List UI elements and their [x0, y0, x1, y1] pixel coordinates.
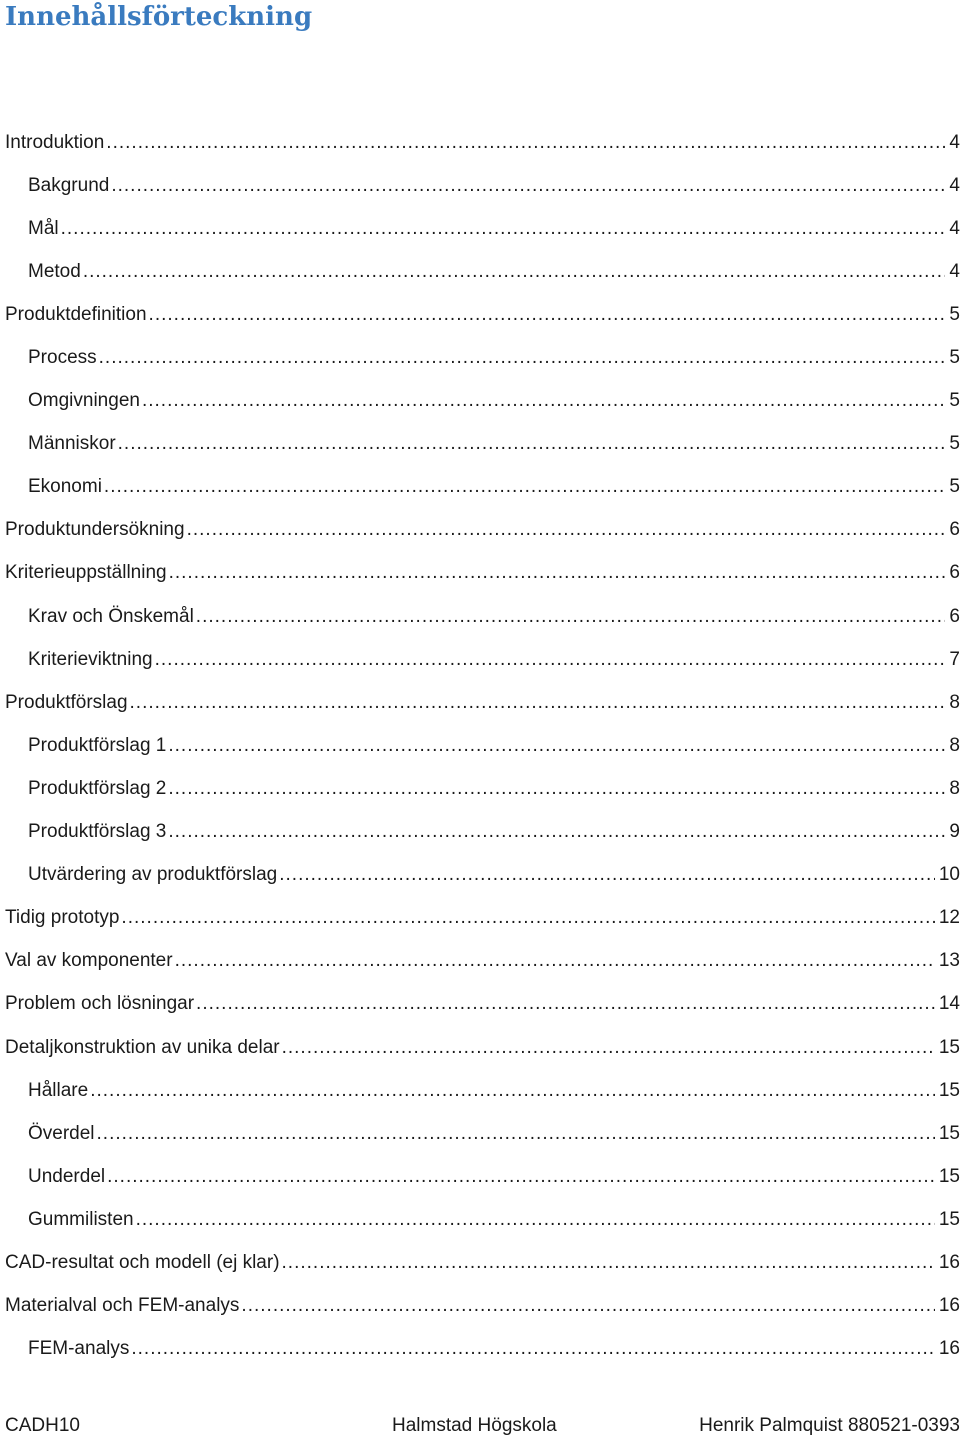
toc-entry[interactable]	[0, 1069, 960, 1112]
toc-dot-leader	[187, 519, 946, 541]
toc-entry[interactable]	[0, 897, 960, 940]
toc-dot-leader	[149, 304, 946, 326]
page-footer	[0, 1413, 960, 1443]
toc-dot-leader	[169, 562, 946, 584]
toc-entry-page-number: 12	[938, 907, 960, 929]
toc-entry-page-number: 8	[949, 777, 960, 799]
toc-entry-label: Produktförslag 3	[28, 821, 167, 843]
toc-entry-page-number: 7	[949, 648, 960, 670]
toc-dot-leader	[196, 606, 946, 628]
toc-entry-label: CAD-resultat och modell (ej klar)	[5, 1251, 280, 1273]
toc-entry-label: Utvärdering av produktförslag	[28, 864, 278, 886]
toc-heading: Innehållsförteckning	[5, 2, 313, 32]
footer-school: Halmstad Högskola	[392, 1415, 557, 1436]
toc-entry[interactable]	[0, 509, 960, 552]
toc-entry-label: FEM-analys	[28, 1338, 130, 1360]
toc-dot-leader	[196, 993, 935, 1015]
toc-dot-leader	[90, 1080, 935, 1102]
toc-entry[interactable]	[0, 681, 960, 724]
toc-dot-leader	[168, 778, 945, 800]
toc-dot-leader	[107, 1166, 935, 1188]
footer-author: Henrik Palmquist 880521-0393	[699, 1415, 960, 1436]
toc-entry-label: Produktförslag	[5, 691, 128, 713]
toc-entry[interactable]	[0, 336, 960, 379]
toc-dot-leader	[282, 1037, 935, 1059]
toc-entry[interactable]	[0, 552, 960, 595]
toc-entry-page-number: 5	[949, 433, 960, 455]
toc-entry-page-number: 15	[938, 1208, 960, 1230]
toc-dot-leader	[111, 175, 945, 197]
toc-entry-label: Produktförslag 1	[28, 734, 167, 756]
toc-entry-page-number: 4	[949, 260, 960, 282]
toc-entry-page-number: 8	[949, 691, 960, 713]
toc-entry-page-number: 14	[938, 993, 960, 1015]
toc-entry[interactable]	[0, 164, 960, 207]
toc-entry[interactable]	[0, 1026, 960, 1069]
toc-entry-page-number: 10	[938, 864, 960, 886]
toc-entry[interactable]	[0, 380, 960, 423]
toc-entry-label: Kriterieviktning	[28, 648, 153, 670]
toc-entry[interactable]	[0, 250, 960, 293]
toc-entry[interactable]	[0, 638, 960, 681]
toc-entry-label: Krav och Önskemål	[28, 605, 194, 627]
toc-entry[interactable]	[0, 811, 960, 854]
toc-entry-label: Mål	[28, 217, 59, 239]
toc-entry-label: Materialval och FEM-analys	[5, 1295, 240, 1317]
table-of-contents	[0, 121, 960, 1371]
toc-entry-label: Val av komponenter	[5, 950, 173, 972]
toc-entry[interactable]	[0, 1112, 960, 1155]
toc-entry-label: Ekonomi	[28, 476, 102, 498]
toc-entry-page-number: 4	[949, 174, 960, 196]
toc-entry-label: Överdel	[28, 1122, 95, 1144]
toc-entry-page-number: 5	[949, 303, 960, 325]
toc-entry-page-number: 6	[949, 519, 960, 541]
toc-entry[interactable]	[0, 1241, 960, 1284]
toc-entry-label: Produktförslag 2	[28, 777, 167, 799]
toc-entry-page-number: 5	[949, 347, 960, 369]
toc-dot-leader	[241, 1295, 934, 1317]
toc-dot-leader	[282, 1252, 935, 1274]
toc-entry[interactable]	[0, 854, 960, 897]
toc-entry[interactable]	[0, 1198, 960, 1241]
toc-dot-leader	[118, 433, 946, 455]
toc-entry-label: Människor	[28, 433, 116, 455]
toc-entry-label: Introduktion	[5, 131, 105, 153]
toc-entry[interactable]	[0, 767, 960, 810]
toc-entry-page-number: 6	[949, 605, 960, 627]
toc-entry-page-number: 5	[949, 390, 960, 412]
toc-entry-label: Problem och lösningar	[5, 993, 195, 1015]
toc-entry-label: Tidig prototyp	[5, 907, 120, 929]
toc-entry-label: Hållare	[28, 1079, 89, 1101]
toc-entry-page-number: 9	[949, 821, 960, 843]
toc-entry-page-number: 15	[938, 1165, 960, 1187]
toc-entry-page-number: 15	[938, 1036, 960, 1058]
toc-entry-label: Process	[28, 347, 97, 369]
toc-dot-leader	[104, 476, 946, 498]
toc-entry-label: Kriterieuppställning	[5, 562, 167, 584]
toc-dot-leader	[168, 821, 945, 843]
toc-dot-leader	[131, 1338, 935, 1360]
toc-entry-page-number: 16	[938, 1295, 960, 1317]
toc-entry[interactable]	[0, 293, 960, 336]
toc-entry-page-number: 8	[949, 734, 960, 756]
toc-entry[interactable]	[0, 121, 960, 164]
toc-entry-page-number: 6	[949, 562, 960, 584]
toc-entry-page-number: 13	[938, 950, 960, 972]
toc-dot-leader	[99, 347, 946, 369]
toc-entry[interactable]	[0, 1285, 960, 1328]
toc-entry[interactable]	[0, 207, 960, 250]
toc-dot-leader	[61, 218, 946, 240]
toc-entry[interactable]	[0, 940, 960, 983]
toc-entry-label: Underdel	[28, 1165, 106, 1187]
toc-entry[interactable]	[0, 466, 960, 509]
toc-dot-leader	[155, 649, 946, 671]
toc-dot-leader	[97, 1123, 935, 1145]
toc-entry[interactable]	[0, 724, 960, 767]
toc-entry-page-number: 4	[949, 131, 960, 153]
toc-dot-leader	[106, 132, 945, 154]
toc-entry-page-number: 15	[938, 1122, 960, 1144]
toc-dot-leader	[142, 390, 945, 412]
toc-entry[interactable]	[0, 595, 960, 638]
toc-entry-label: Produktundersökning	[5, 519, 185, 541]
toc-entry-page-number: 15	[938, 1079, 960, 1101]
toc-dot-leader	[279, 864, 935, 886]
toc-entry[interactable]	[0, 983, 960, 1026]
toc-entry-label: Gummilisten	[28, 1208, 134, 1230]
footer-course-code: CADH10	[5, 1415, 80, 1436]
toc-dot-leader	[83, 261, 946, 283]
toc-entry-page-number: 16	[938, 1251, 960, 1273]
toc-entry-label: Metod	[28, 260, 81, 282]
toc-dot-leader	[130, 692, 946, 714]
toc-entry[interactable]	[0, 1155, 960, 1198]
toc-entry-label: Detaljkonstruktion av unika delar	[5, 1036, 280, 1058]
toc-entry-page-number: 4	[949, 217, 960, 239]
toc-dot-leader	[121, 907, 934, 929]
toc-entry-page-number: 16	[938, 1338, 960, 1360]
toc-dot-leader	[136, 1209, 935, 1231]
toc-entry-label: Omgivningen	[28, 390, 140, 412]
toc-dot-leader	[168, 735, 945, 757]
toc-entry-page-number: 5	[949, 476, 960, 498]
toc-entry-label: Produktdefinition	[5, 303, 147, 325]
toc-dot-leader	[175, 950, 935, 972]
toc-entry-label: Bakgrund	[28, 174, 110, 196]
toc-entry[interactable]	[0, 423, 960, 466]
toc-entry[interactable]	[0, 1328, 960, 1371]
